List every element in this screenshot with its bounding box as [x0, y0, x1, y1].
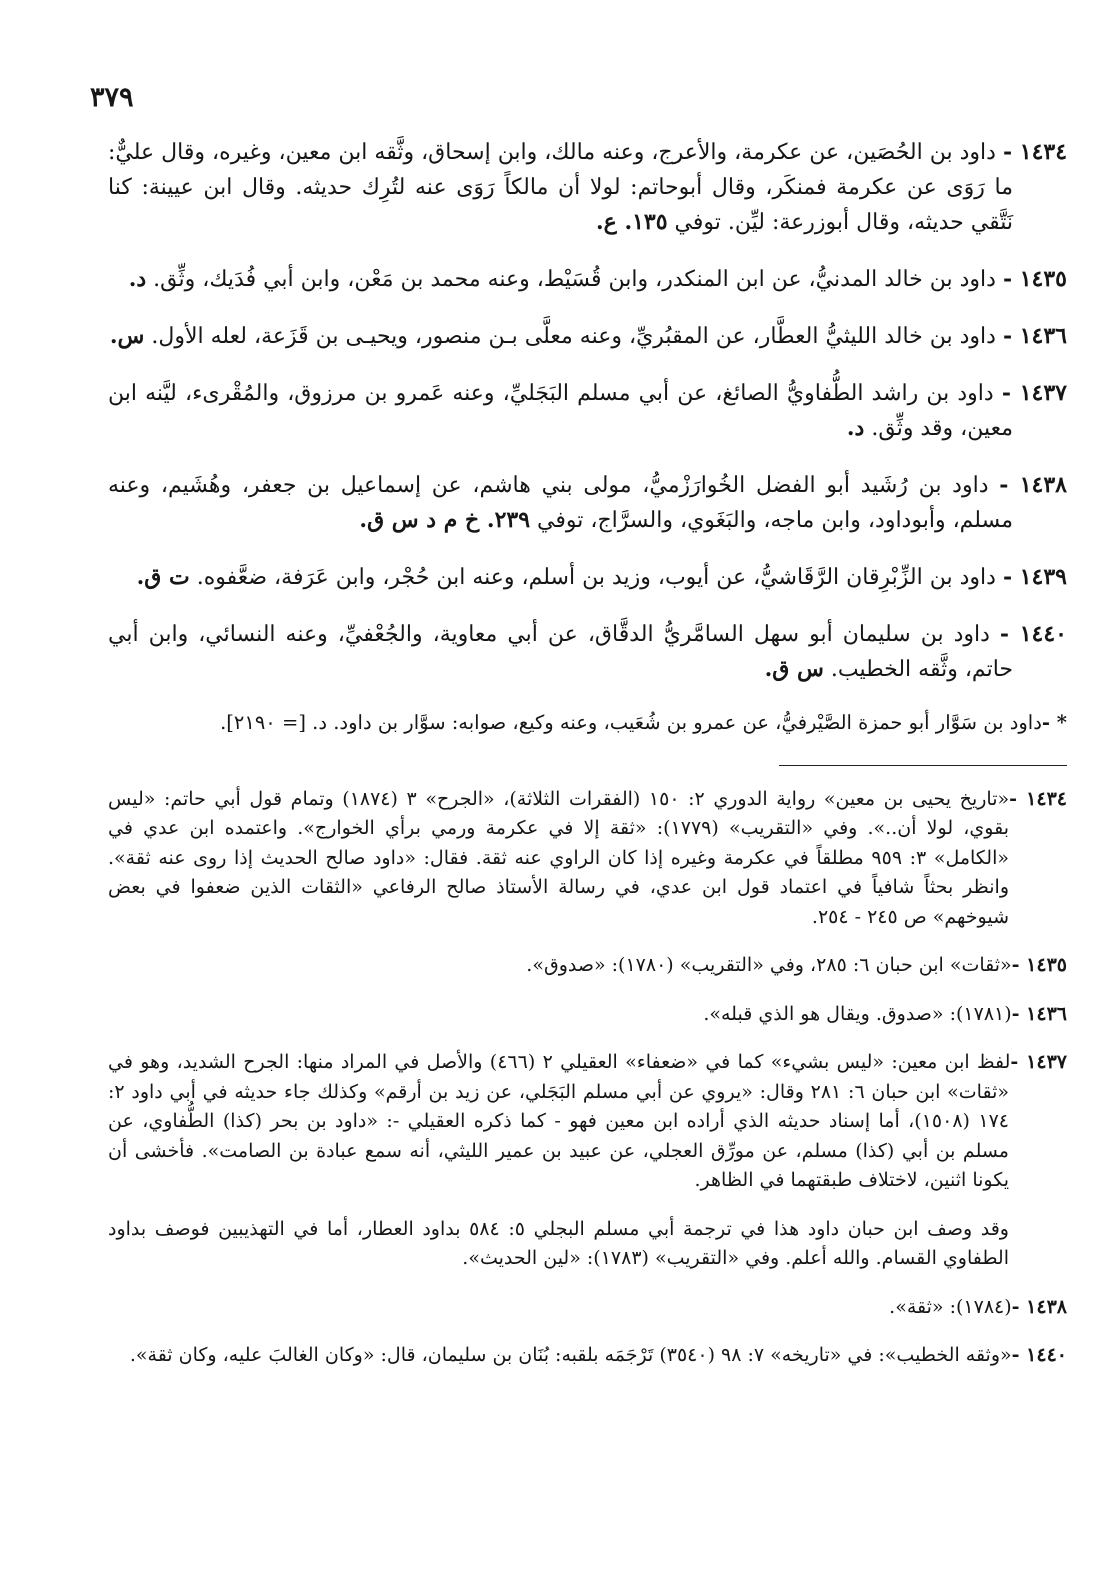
entry-text: داود بن سليمان أبو سهل السامَّريُّ الدقَّاق، عن أبي معاوية، والجُعْفيِّ، وعنه النسائي، وابن أبي حاتم، وثَّقه الخطيب.: [108, 622, 1013, 682]
entry-number: ١٤٣٧ -: [1001, 380, 1067, 406]
entry-text: داود بن رُشَيد أبو الفضل الخُوارَزْميُّ، مولى بني هاشم، عن إسماعيل بن جعفر، وهُشَيم، وعنه مسلم، وأبوداود، وابن ماجه، والبَغَوي، والسرَّاج، توفي: [108, 473, 1013, 533]
entry-text: داود بن سَوَّار أبو حمزة الصَّيْرفيُّ، عن عمرو بن شُعَيب، وعنه وكيع، صوابه: سوَّار بن داود. د. [= ٢١٩٠].: [220, 710, 1042, 734]
footnote-text: «وثقه الخطيب»: في «تاريخه» ٧: ٩٨ (٣٥٤٠) تَرْجَمَه بلقبه: بُنَان بن سليمان، قال: «وكان الغالبَ عليه، وكان ثقة».: [129, 1344, 1012, 1366]
footnote-text: لفظ ابن معين: «ليس بشيء» كما في «ضعفاء» العقيلي ٢ (٤٦٦) والأصل في المراد منها: الجرح الشديد، وهو في «ثقات» ابن حبان ٦: ٢٨١ وقال: «يروي عن أبي مسلم البَجَلي، عن زيد بن أرقم» وكذلك جاء حديثه في أبي داود ٢: ١٧٤ (١٥٠٨)، أما إسناد حديثه الذي أراده ابن معين فهو - كما ذكره العقيلي -: «داود بن بحر (كذا) الطُّفاوي، عن مسلم بن أبي (كذا) مسلم، عن مورِّق العجلي، عن عبيد بن عمير الليثي، أنه سمع عبادة بن الصامت». فأخشى أن يكونا اثنين، لاختلاف طبقتهما في الظاهر.: [108, 1051, 1011, 1191]
footnote-divider: [779, 765, 1067, 766]
death-year: ٢٣٩: [494, 507, 531, 533]
footnote-text: (١٧٨١): «صدوق. ويقال هو الذي قبله».: [703, 1002, 1012, 1025]
footnote-1435: [108, 951, 1067, 981]
entry-number: ١٤٣٦ -: [1002, 323, 1067, 349]
starred-note: [108, 707, 1067, 739]
entry-text: داود بن الحُصَين، عن عكرمة، والأعرج، وعنه مالك، وابن إسحاق، وثَّقه ابن معين، وغيره، وقال عليٌّ: ما رَوَى عن عكرمة فمنكَر، وقال أبوحاتم: لولا أن مالكاً رَوَى عنه لتُرِك حديثه. وقال ابن عيينة: كنا نَتَّقي حديثه، وقال أبوزرعة: ليِّن. توفي: [108, 140, 1013, 235]
biography-entries: [108, 135, 1067, 739]
source-signs: س.: [109, 323, 145, 349]
entry-text: داود بن الزِّبْرِقان الرَّقَاشيُّ، عن أيوب، وزيد بن أسلم، وعنه ابن حُجْر، وابن عَرَفة، ضعَّفوه.: [189, 565, 1003, 590]
page-number: ٣٧٩: [90, 82, 134, 113]
entry-number: ١٤٣٨ -: [999, 472, 1067, 498]
death-year: ١٣٥: [632, 209, 668, 235]
footnote-text: «تاريخ يحيى بن معين» رواية الدوري ٢: ١٥٠ (الفقرات الثلاثة)، «الجرح» ٣ (١٨٧٤) وتمام قول أبي حاتم: «ليس بقوي، لولا أن..». وفي «التقريب» (١٧٧٩): «ثقة إلا في عكرمة ورمي برأي الخوارج». واعتمده ابن عدي في «الكامل» ٣: ٩٥٩ مطلقاً في عكرمة وغيره إذا كان الراوي عنه ثقة. فقال: «داود صالح الحديث إذا روى عنه ثقة». وانظر بحثاً شافياً في اعتماد قول ابن عدي، في رسالة الأستاذ صالح الرفاعي «الثقات الذين ضعفوا في بعض شيوخهم» ص ٢٤٥ - ٢٥٤.: [108, 787, 1010, 928]
footnote-1440: [108, 1341, 1067, 1371]
footnote-1438: [108, 1293, 1067, 1323]
footnote-1436: [108, 1000, 1067, 1030]
footnote-number: ١٤٣٧ -: [1010, 1051, 1067, 1073]
entry-text: داود بن خالد الليثيُّ العطَّار، عن المقبُريِّ، وعنه معلَّى بـن منصور، ويحيـى بن قَزَعة، لعله الأول.: [144, 324, 1003, 349]
entry-text: داود بن راشد الطُّفاويُّ الصائغ، عن أبي مسلم البَجَليِّ، وعنه عَمرو بن مرزوق، والمُقْرىء، ليَّنه ابن معين، وقد وثِّق.: [108, 381, 1013, 441]
footnote-number: ١٤٣٦ -: [1011, 1002, 1067, 1025]
footnote-number: ١٤٣٨ -: [1011, 1295, 1067, 1318]
entry-number: ١٤٤٠ -: [999, 621, 1067, 647]
footnotes: [108, 785, 1067, 1371]
entry-1437: [108, 376, 1067, 446]
entry-number: ١٤٣٩ -: [1002, 564, 1067, 590]
source-signs: س ق.: [764, 656, 824, 682]
entry-text: داود بن خالد المدنيُّ، عن ابن المنكدر، وابن قُسَيْط، وعنه محمد بن مَعْن، وابن أبي فُدَيك، وثِّق.: [146, 267, 1003, 292]
entry-number: ١٤٣٤ -: [1002, 139, 1068, 165]
star-marker: * -: [1041, 710, 1067, 734]
source-signs: ت ق.: [136, 564, 190, 590]
source-signs: د.: [128, 266, 147, 292]
footnote-1437: [108, 1048, 1067, 1196]
footnote-1434: [108, 785, 1067, 933]
entry-number: ١٤٣٥ -: [1002, 266, 1067, 292]
footnote-1437-continued: [108, 1215, 1067, 1274]
entry-1435: [108, 262, 1067, 297]
footnote-number: ١٤٣٥ -: [1011, 954, 1067, 976]
entry-1440: [108, 617, 1067, 687]
source-signs: . ع.: [596, 209, 633, 235]
footnote-text: «ثقات» ابن حبان ٦: ٢٨٥، وفي «التقريب» (١٧٨٠): «صدوق».: [526, 954, 1012, 976]
source-signs: . خ م د س ق.: [359, 507, 495, 533]
footnote-text: (١٧٨٤): «ثقة».: [889, 1295, 1012, 1318]
entry-1436: [108, 319, 1067, 354]
entry-1438: [108, 468, 1067, 538]
source-signs: د.: [846, 415, 865, 441]
footnote-number: ١٤٤٠ -: [1011, 1344, 1067, 1366]
entry-1434: [108, 135, 1067, 240]
footnote-number: ١٤٣٤ -: [1009, 787, 1067, 810]
entry-1439: [108, 560, 1067, 595]
footnote-text: وقد وصف ابن حبان داود هذا في ترجمة أبي مسلم البجلي ٥: ٥٨٤ بداود العطار، أما في التهذيبين فوصف بداود الطفاوي القسام. والله أعلم. وفي «التقريب» (١٧٨٣): «لين الحديث».: [108, 1217, 1009, 1269]
